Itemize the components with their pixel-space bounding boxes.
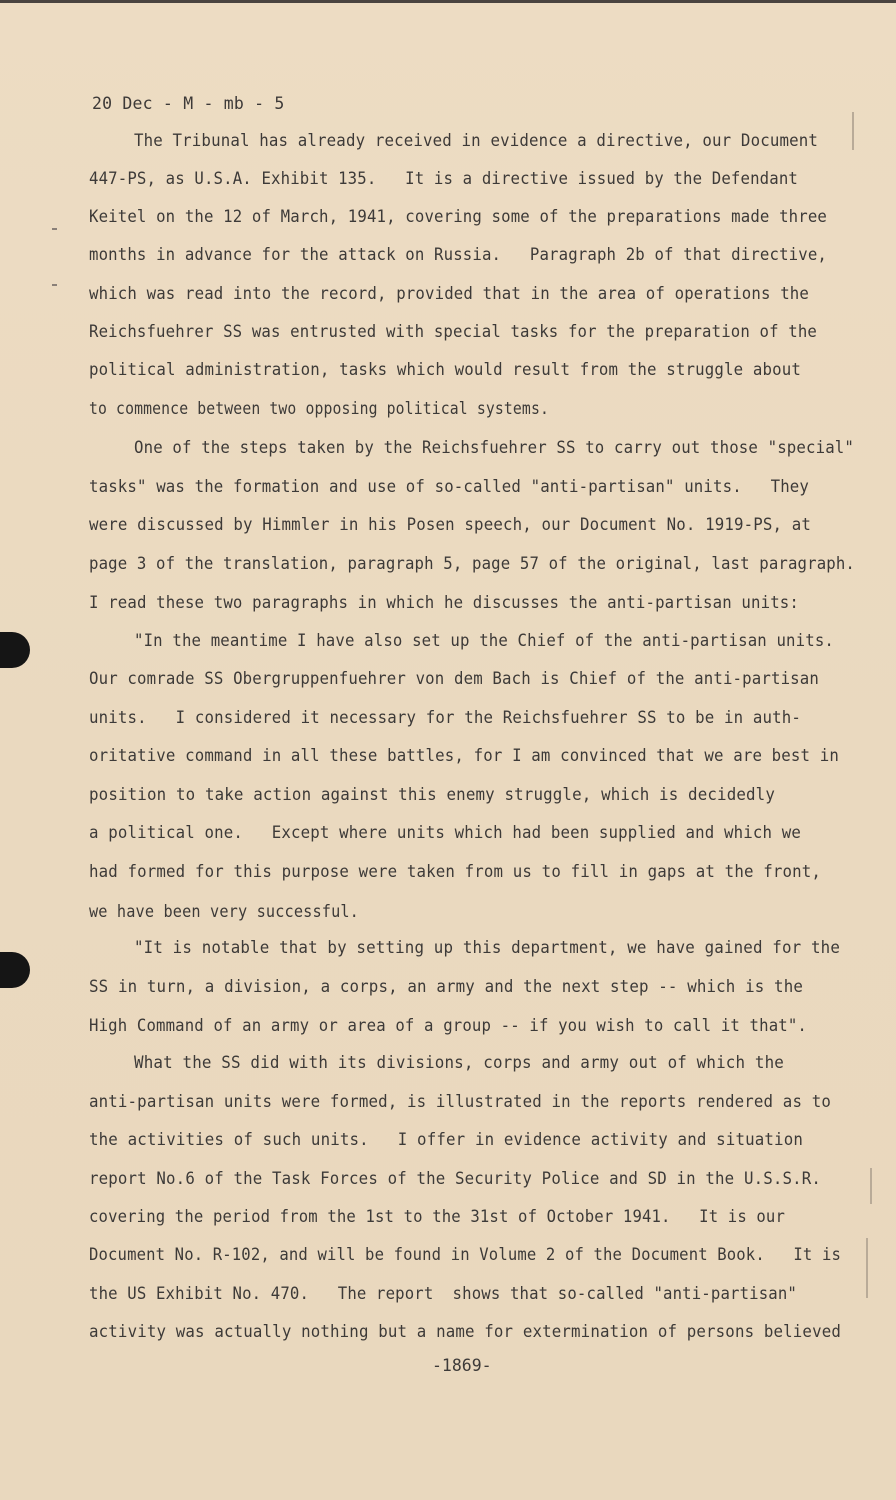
document-header: 20 Dec - M - mb - 5 (92, 94, 285, 113)
margin-mark (852, 112, 854, 150)
text-line: Document No. R-102, and will be found in Volume 2 of the Document Book. It is (89, 1245, 841, 1264)
text-line: position to take action against this enemy struggle, which is decidedly (89, 785, 775, 804)
text-line: report No.6 of the Task Forces of the Security Police and SD in the U.S.S.R. (89, 1169, 821, 1188)
margin-mark (870, 1168, 872, 1204)
text-line: anti-partisan units were formed, is illustrated in the reports rendered as to (89, 1092, 831, 1111)
margin-tick (52, 228, 57, 230)
binder-hole-bottom (0, 952, 30, 988)
text-line: page 3 of the translation, paragraph 5, page 57 of the original, last paragraph. (89, 554, 855, 573)
text-line: Reichsfuehrer SS was entrusted with special tasks for the preparation of the (89, 322, 817, 341)
text-line: Keitel on the 12 of March, 1941, covering some of the preparations made three (89, 207, 827, 226)
text-line: What the SS did with its divisions, corps and army out of which the (134, 1053, 784, 1072)
text-line: the activities of such units. I offer in evidence activity and situation (89, 1130, 803, 1149)
text-line: The Tribunal has already received in evidence a directive, our Document (134, 131, 818, 150)
text-line: 447-PS, as U.S.A. Exhibit 135. It is a directive issued by the Defendant (89, 169, 798, 188)
binder-hole-top (0, 632, 30, 668)
text-line: I read these two paragraphs in which he discusses the anti-partisan units: (89, 593, 799, 612)
text-line: the US Exhibit No. 470. The report shows that so-called "anti-partisan" (89, 1284, 797, 1303)
text-line: were discussed by Himmler in his Posen speech, our Document No. 1919-PS, at (89, 515, 811, 534)
text-line: activity was actually nothing but a name for extermination of persons believed (89, 1322, 841, 1341)
text-line: Our comrade SS Obergruppenfuehrer von dem Bach is Chief of the anti-partisan (89, 669, 819, 688)
text-line: a political one. Except where units which had been supplied and which we (89, 823, 801, 842)
page-top-edge (0, 0, 896, 3)
text-line: oritative command in all these battles, for I am convinced that we are best in (89, 746, 839, 765)
text-line: SS in turn, a division, a corps, an army and the next step -- which is the (89, 977, 803, 996)
text-line: tasks" was the formation and use of so-called "anti-partisan" units. They (89, 477, 809, 496)
text-line: High Command of an army or area of a group -- if you wish to call it that". (89, 1016, 807, 1035)
text-line: we have been very successful. (89, 902, 359, 921)
text-line: to commence between two opposing political systems. (89, 399, 549, 418)
page-number: -1869- (432, 1356, 492, 1375)
text-line: political administration, tasks which would result from the struggle about (89, 360, 801, 379)
text-line: covering the period from the 1st to the 31st of October 1941. It is our (89, 1207, 785, 1226)
margin-mark (866, 1238, 868, 1298)
text-line: had formed for this purpose were taken from us to fill in gaps at the front, (89, 862, 821, 881)
text-line: which was read into the record, provided that in the area of operations the (89, 284, 809, 303)
text-line: units. I considered it necessary for the Reichsfuehrer SS to be in auth- (89, 708, 801, 727)
text-line: "It is notable that by setting up this department, we have gained for the (134, 938, 840, 957)
text-line: One of the steps taken by the Reichsfuehrer SS to carry out those "special" (134, 438, 854, 457)
margin-tick (52, 284, 57, 286)
text-line: months in advance for the attack on Russia. Paragraph 2b of that directive, (89, 245, 827, 264)
text-line: "In the meantime I have also set up the Chief of the anti-partisan units. (134, 631, 834, 650)
